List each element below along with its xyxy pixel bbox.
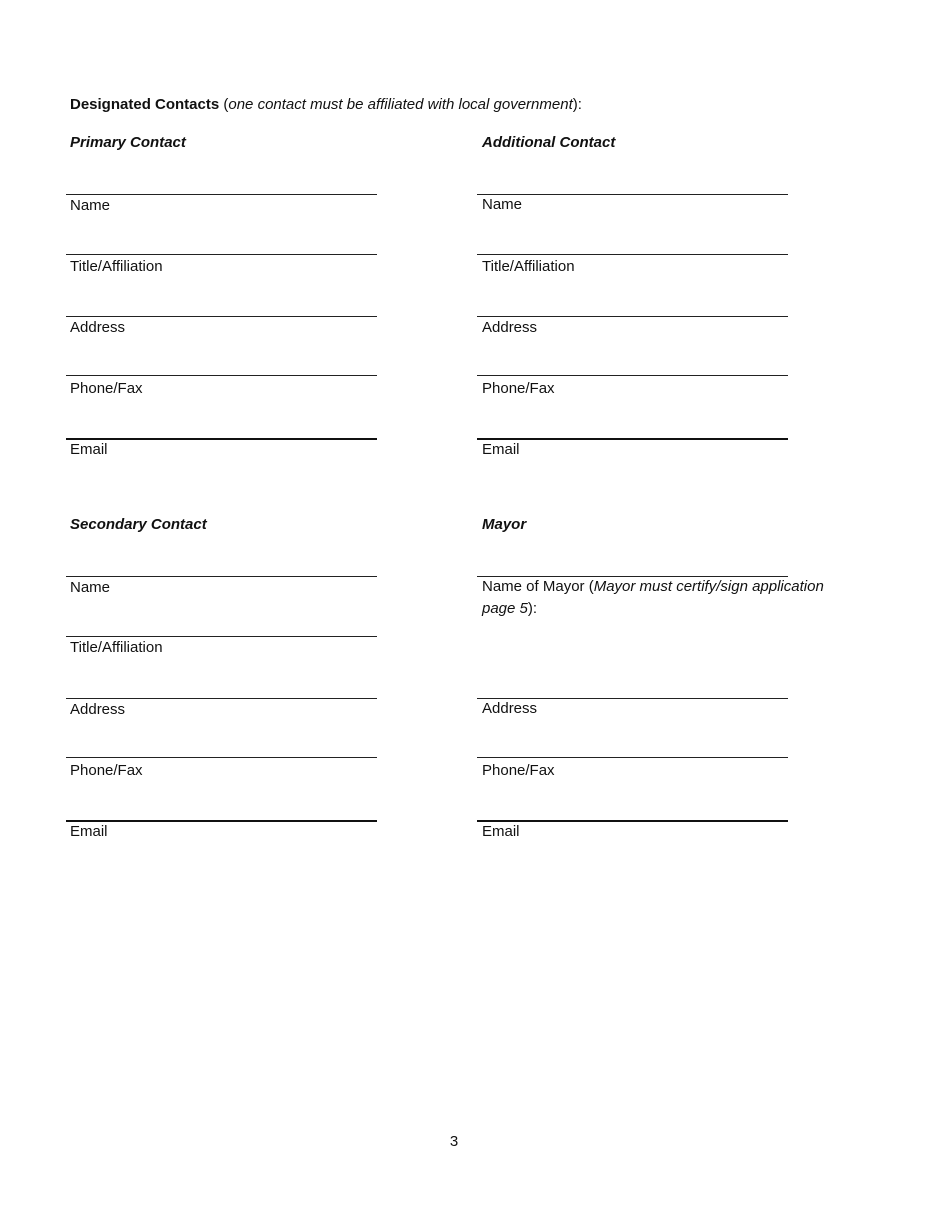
secondary-phone-label: Phone/Fax — [70, 762, 143, 779]
secondary-title-label: Title/Affiliation — [70, 639, 163, 656]
primary-title-input[interactable] — [66, 227, 379, 253]
mayor-email-label: Email — [482, 823, 520, 840]
secondary-name-label: Name — [70, 579, 111, 596]
mayor-phone-input[interactable] — [477, 730, 790, 756]
mayor-email-input[interactable] — [477, 793, 790, 819]
mayor-name-prefix: Name of Mayor ( — [482, 578, 594, 595]
secondary-phone-input[interactable] — [66, 730, 379, 756]
additional-phone-input[interactable] — [477, 348, 790, 374]
primary-email-label: Email — [70, 441, 108, 458]
mayor-name-input[interactable] — [477, 549, 790, 575]
additional-address-label: Address — [482, 319, 538, 336]
secondary-name-input[interactable] — [66, 549, 379, 575]
heading-bold-text: Designated Contacts — [70, 96, 220, 113]
mayor-name-suffix: ): — [527, 600, 538, 617]
additional-name-input[interactable] — [477, 167, 790, 193]
additional-title-input[interactable] — [477, 227, 790, 253]
secondary-phone-line — [66, 757, 377, 758]
additional-title-label: Title/Affiliation — [482, 258, 575, 275]
primary-name-input[interactable] — [66, 167, 379, 193]
primary-address-label: Address — [70, 319, 126, 336]
mayor-name-label — [482, 576, 842, 620]
designated-contacts-heading — [70, 95, 582, 115]
primary-phone-input[interactable] — [66, 348, 379, 374]
additional-title-line — [477, 254, 788, 255]
secondary-email-input[interactable] — [66, 793, 379, 819]
primary-address-input[interactable] — [66, 289, 379, 315]
mayor-name-italic: Mayor must certify/sign application page 5 — [482, 578, 824, 617]
primary-name-label: Name — [70, 197, 111, 214]
heading-open-paren: ( — [223, 96, 229, 113]
secondary-contact-title: Secondary Contact — [70, 516, 207, 533]
mayor-address-label: Address — [482, 700, 538, 717]
primary-email-line — [66, 438, 377, 440]
primary-title-line — [66, 254, 377, 255]
primary-email-input[interactable] — [66, 411, 379, 437]
mayor-phone-line — [477, 757, 788, 758]
primary-title-label: Title/Affiliation — [70, 258, 163, 275]
mayor-phone-label: Phone/Fax — [482, 762, 555, 779]
secondary-title-input[interactable] — [66, 609, 379, 635]
secondary-email-label: Email — [70, 823, 108, 840]
primary-contact-title: Primary Contact — [70, 134, 186, 151]
page-number: 3 — [449, 1133, 459, 1150]
additional-address-input[interactable] — [477, 289, 790, 315]
primary-phone-line — [66, 375, 377, 376]
secondary-address-input[interactable] — [66, 671, 379, 697]
secondary-email-line — [66, 820, 377, 822]
additional-phone-label: Phone/Fax — [482, 380, 555, 397]
secondary-name-line — [66, 576, 377, 577]
heading-close: ): — [572, 96, 582, 113]
additional-name-label: Name — [482, 196, 523, 213]
secondary-address-label: Address — [70, 701, 126, 718]
additional-contact-title: Additional Contact — [482, 134, 616, 151]
additional-email-label: Email — [482, 441, 520, 458]
mayor-email-line — [477, 820, 788, 822]
mayor-address-input[interactable] — [477, 671, 790, 697]
additional-email-line — [477, 438, 788, 440]
primary-phone-label: Phone/Fax — [70, 380, 143, 397]
heading-italic-text: one contact must be affiliated with local government — [228, 96, 573, 113]
primary-name-line — [66, 194, 377, 195]
additional-phone-line — [477, 375, 788, 376]
additional-email-input[interactable] — [477, 411, 790, 437]
additional-name-line — [477, 194, 788, 195]
mayor-title: Mayor — [482, 516, 527, 533]
